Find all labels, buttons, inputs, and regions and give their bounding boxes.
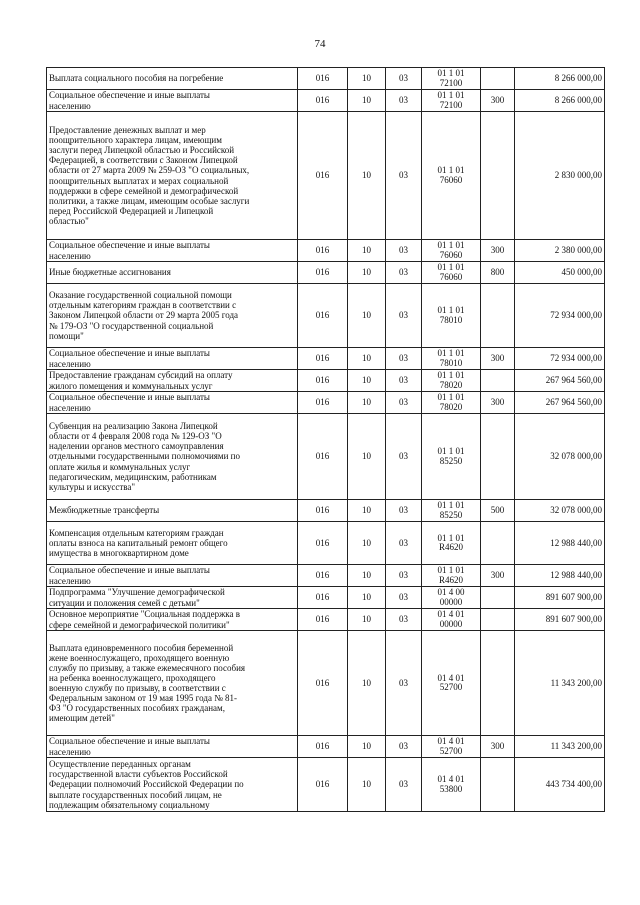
row-section: 10 (348, 414, 386, 500)
row-admin-code: 016 (298, 68, 348, 90)
row-amount: 12 988 440,00 (515, 522, 605, 565)
row-admin-code: 016 (298, 587, 348, 609)
row-subsection: 03 (386, 522, 422, 565)
row-admin-code: 016 (298, 522, 348, 565)
row-name: Социальное обеспечение и иные выплаты населению (47, 565, 298, 587)
row-target-article: 01 1 01 76060 (422, 112, 481, 240)
row-target-article: 01 1 01 R4620 (422, 522, 481, 565)
table-row (47, 565, 605, 587)
row-target-article: 01 4 01 52700 (422, 631, 481, 736)
table-row (47, 414, 605, 500)
row-subsection: 03 (386, 414, 422, 500)
row-subsection: 03 (386, 609, 422, 631)
row-subsection: 03 (386, 631, 422, 736)
row-admin-code: 016 (298, 565, 348, 587)
row-expense-type: 300 (481, 90, 515, 112)
row-section: 10 (348, 736, 386, 758)
row-subsection: 03 (386, 500, 422, 522)
row-expense-type: 300 (481, 392, 515, 414)
row-subsection: 03 (386, 90, 422, 112)
row-target-article: 01 1 01 78020 (422, 392, 481, 414)
row-expense-type: 800 (481, 262, 515, 284)
table-row (47, 587, 605, 609)
row-amount: 8 266 000,00 (515, 68, 605, 90)
row-target-article: 01 1 01 76060 (422, 262, 481, 284)
row-subsection: 03 (386, 240, 422, 262)
row-subsection: 03 (386, 348, 422, 370)
row-subsection: 03 (386, 565, 422, 587)
table-row (47, 392, 605, 414)
row-section: 10 (348, 240, 386, 262)
table-row (47, 522, 605, 565)
row-name: Социальное обеспечение и иные выплаты населению (47, 240, 298, 262)
row-subsection: 03 (386, 392, 422, 414)
budget-table (46, 67, 605, 812)
table-row (47, 370, 605, 392)
row-target-article: 01 1 01 R4620 (422, 565, 481, 587)
row-amount: 443 734 400,00 (515, 758, 605, 812)
row-section: 10 (348, 370, 386, 392)
row-target-article: 01 4 00 00000 (422, 587, 481, 609)
table-row (47, 262, 605, 284)
row-admin-code: 016 (298, 112, 348, 240)
row-target-article: 01 1 01 78020 (422, 370, 481, 392)
row-name: Выплата социального пособия на погребение (47, 68, 298, 90)
row-section: 10 (348, 68, 386, 90)
row-section: 10 (348, 565, 386, 587)
row-admin-code: 016 (298, 736, 348, 758)
row-expense-type (481, 68, 515, 90)
row-name: Социальное обеспечение и иные выплаты населению (47, 348, 298, 370)
row-amount: 2 830 000,00 (515, 112, 605, 240)
row-expense-type: 300 (481, 348, 515, 370)
table-row (47, 90, 605, 112)
row-section: 10 (348, 758, 386, 812)
row-admin-code: 016 (298, 90, 348, 112)
row-amount: 11 343 200,00 (515, 631, 605, 736)
row-target-article: 01 4 01 52700 (422, 736, 481, 758)
row-section: 10 (348, 284, 386, 348)
row-target-article: 01 1 01 78010 (422, 348, 481, 370)
row-admin-code: 016 (298, 414, 348, 500)
table-row (47, 500, 605, 522)
row-name: Социальное обеспечение и иные выплаты населению (47, 90, 298, 112)
row-section: 10 (348, 587, 386, 609)
row-name: Оказание государственной социальной помощи отдельным категориям граждан в соответствии с Законом Липецкой области от 29 марта 2005 года № 179-ОЗ "О государственной социальной помощи" (47, 284, 298, 348)
row-section: 10 (348, 392, 386, 414)
row-target-article: 01 1 01 85250 (422, 414, 481, 500)
table-row (47, 112, 605, 240)
row-section: 10 (348, 631, 386, 736)
row-section: 10 (348, 112, 386, 240)
row-expense-type (481, 758, 515, 812)
table-row (47, 348, 605, 370)
row-name: Социальное обеспечение и иные выплаты населению (47, 392, 298, 414)
row-target-article: 01 4 01 00000 (422, 609, 481, 631)
table-row (47, 240, 605, 262)
row-expense-type (481, 370, 515, 392)
row-amount: 267 964 560,00 (515, 370, 605, 392)
row-name: Подпрограмма "Улучшение демографической ситуации и положения семей с детьми" (47, 587, 298, 609)
table-row (47, 609, 605, 631)
row-section: 10 (348, 262, 386, 284)
row-expense-type (481, 414, 515, 500)
row-admin-code: 016 (298, 631, 348, 736)
table-row (47, 68, 605, 90)
row-expense-type (481, 522, 515, 565)
row-name: Компенсация отдельным категориям граждан оплаты взноса на капитальный ремонт общего имущества в многоквартирном доме (47, 522, 298, 565)
row-amount: 72 934 000,00 (515, 348, 605, 370)
row-target-article: 01 1 01 76060 (422, 240, 481, 262)
row-amount: 450 000,00 (515, 262, 605, 284)
row-expense-type (481, 284, 515, 348)
row-admin-code: 016 (298, 609, 348, 631)
row-section: 10 (348, 500, 386, 522)
row-amount: 8 266 000,00 (515, 90, 605, 112)
row-subsection: 03 (386, 370, 422, 392)
row-expense-type: 300 (481, 240, 515, 262)
row-amount: 891 607 900,00 (515, 587, 605, 609)
row-expense-type: 500 (481, 500, 515, 522)
row-admin-code: 016 (298, 240, 348, 262)
row-name: Предоставление денежных выплат и мер поощрительного характера лицам, имеющим заслуги перед Липецкой областью и Российской Федерацией, в соответствии с Законом Липецкой области от 27 марта 2009 № 259-ОЗ "О социальных, поощрительных выплатах и мерах социальной поддержки в сфере семейной и демографической политики, а также лицам, имеющим особые заслуги перед Российской Федерацией и Липецкой областью" (47, 112, 298, 240)
row-amount: 32 078 000,00 (515, 414, 605, 500)
row-amount: 891 607 900,00 (515, 609, 605, 631)
row-admin-code: 016 (298, 392, 348, 414)
row-target-article: 01 1 01 85250 (422, 500, 481, 522)
row-subsection: 03 (386, 112, 422, 240)
row-amount: 11 343 200,00 (515, 736, 605, 758)
row-admin-code: 016 (298, 370, 348, 392)
table-row (47, 736, 605, 758)
table-row (47, 758, 605, 812)
row-subsection: 03 (386, 736, 422, 758)
row-subsection: 03 (386, 68, 422, 90)
row-name: Основное мероприятие "Социальная поддержка в сфере семейной и демографической политики" (47, 609, 298, 631)
row-target-article: 01 4 01 53800 (422, 758, 481, 812)
row-amount: 2 380 000,00 (515, 240, 605, 262)
row-expense-type (481, 587, 515, 609)
row-admin-code: 016 (298, 500, 348, 522)
row-name: Иные бюджетные ассигнования (47, 262, 298, 284)
row-amount: 72 934 000,00 (515, 284, 605, 348)
row-subsection: 03 (386, 587, 422, 609)
row-name: Осуществление переданных органам государственной власти субъектов Российской Федерации полномочий Российской Федерации по выплате государственных пособий лицам, не подлежащим обязательному социальному (47, 758, 298, 812)
row-name: Предоставление гражданам субсидий на оплату жилого помещения и коммунальных услуг (47, 370, 298, 392)
row-amount: 267 964 560,00 (515, 392, 605, 414)
row-admin-code: 016 (298, 348, 348, 370)
row-admin-code: 016 (298, 262, 348, 284)
row-expense-type (481, 112, 515, 240)
row-name: Выплата единовременного пособия беременной жене военнослужащего, проходящего военную службу по призыву, а также ежемесячного пособия на ребенка военнослужащего, проходящего военную службу по призыву, в соответствии с Федеральным законом от 19 мая 1995 года № 81- ФЗ "О государственных пособиях гражданам, имеющим детей" (47, 631, 298, 736)
row-target-article: 01 1 01 72100 (422, 68, 481, 90)
row-admin-code: 016 (298, 284, 348, 348)
row-subsection: 03 (386, 262, 422, 284)
row-admin-code: 016 (298, 758, 348, 812)
page-number: 74 (314, 38, 326, 50)
row-name: Социальное обеспечение и иные выплаты населению (47, 736, 298, 758)
table-row (47, 631, 605, 736)
row-target-article: 01 1 01 72100 (422, 90, 481, 112)
row-subsection: 03 (386, 758, 422, 812)
row-amount: 12 988 440,00 (515, 565, 605, 587)
table-row (47, 284, 605, 348)
row-name: Межбюджетные трансферты (47, 500, 298, 522)
row-amount: 32 078 000,00 (515, 500, 605, 522)
row-expense-type: 300 (481, 565, 515, 587)
row-section: 10 (348, 522, 386, 565)
row-expense-type (481, 609, 515, 631)
row-section: 10 (348, 90, 386, 112)
row-section: 10 (348, 609, 386, 631)
row-target-article: 01 1 01 78010 (422, 284, 481, 348)
row-section: 10 (348, 348, 386, 370)
row-subsection: 03 (386, 284, 422, 348)
row-expense-type (481, 631, 515, 736)
row-expense-type: 300 (481, 736, 515, 758)
row-name: Субвенция на реализацию Закона Липецкой области от 4 февраля 2008 года № 129-ОЗ "О наделении органов местного самоуправления отдельными государственными полномочиями по оплате жилья и коммунальных услуг педагогическим, медицинским, работникам культуры и искусства" (47, 414, 298, 500)
